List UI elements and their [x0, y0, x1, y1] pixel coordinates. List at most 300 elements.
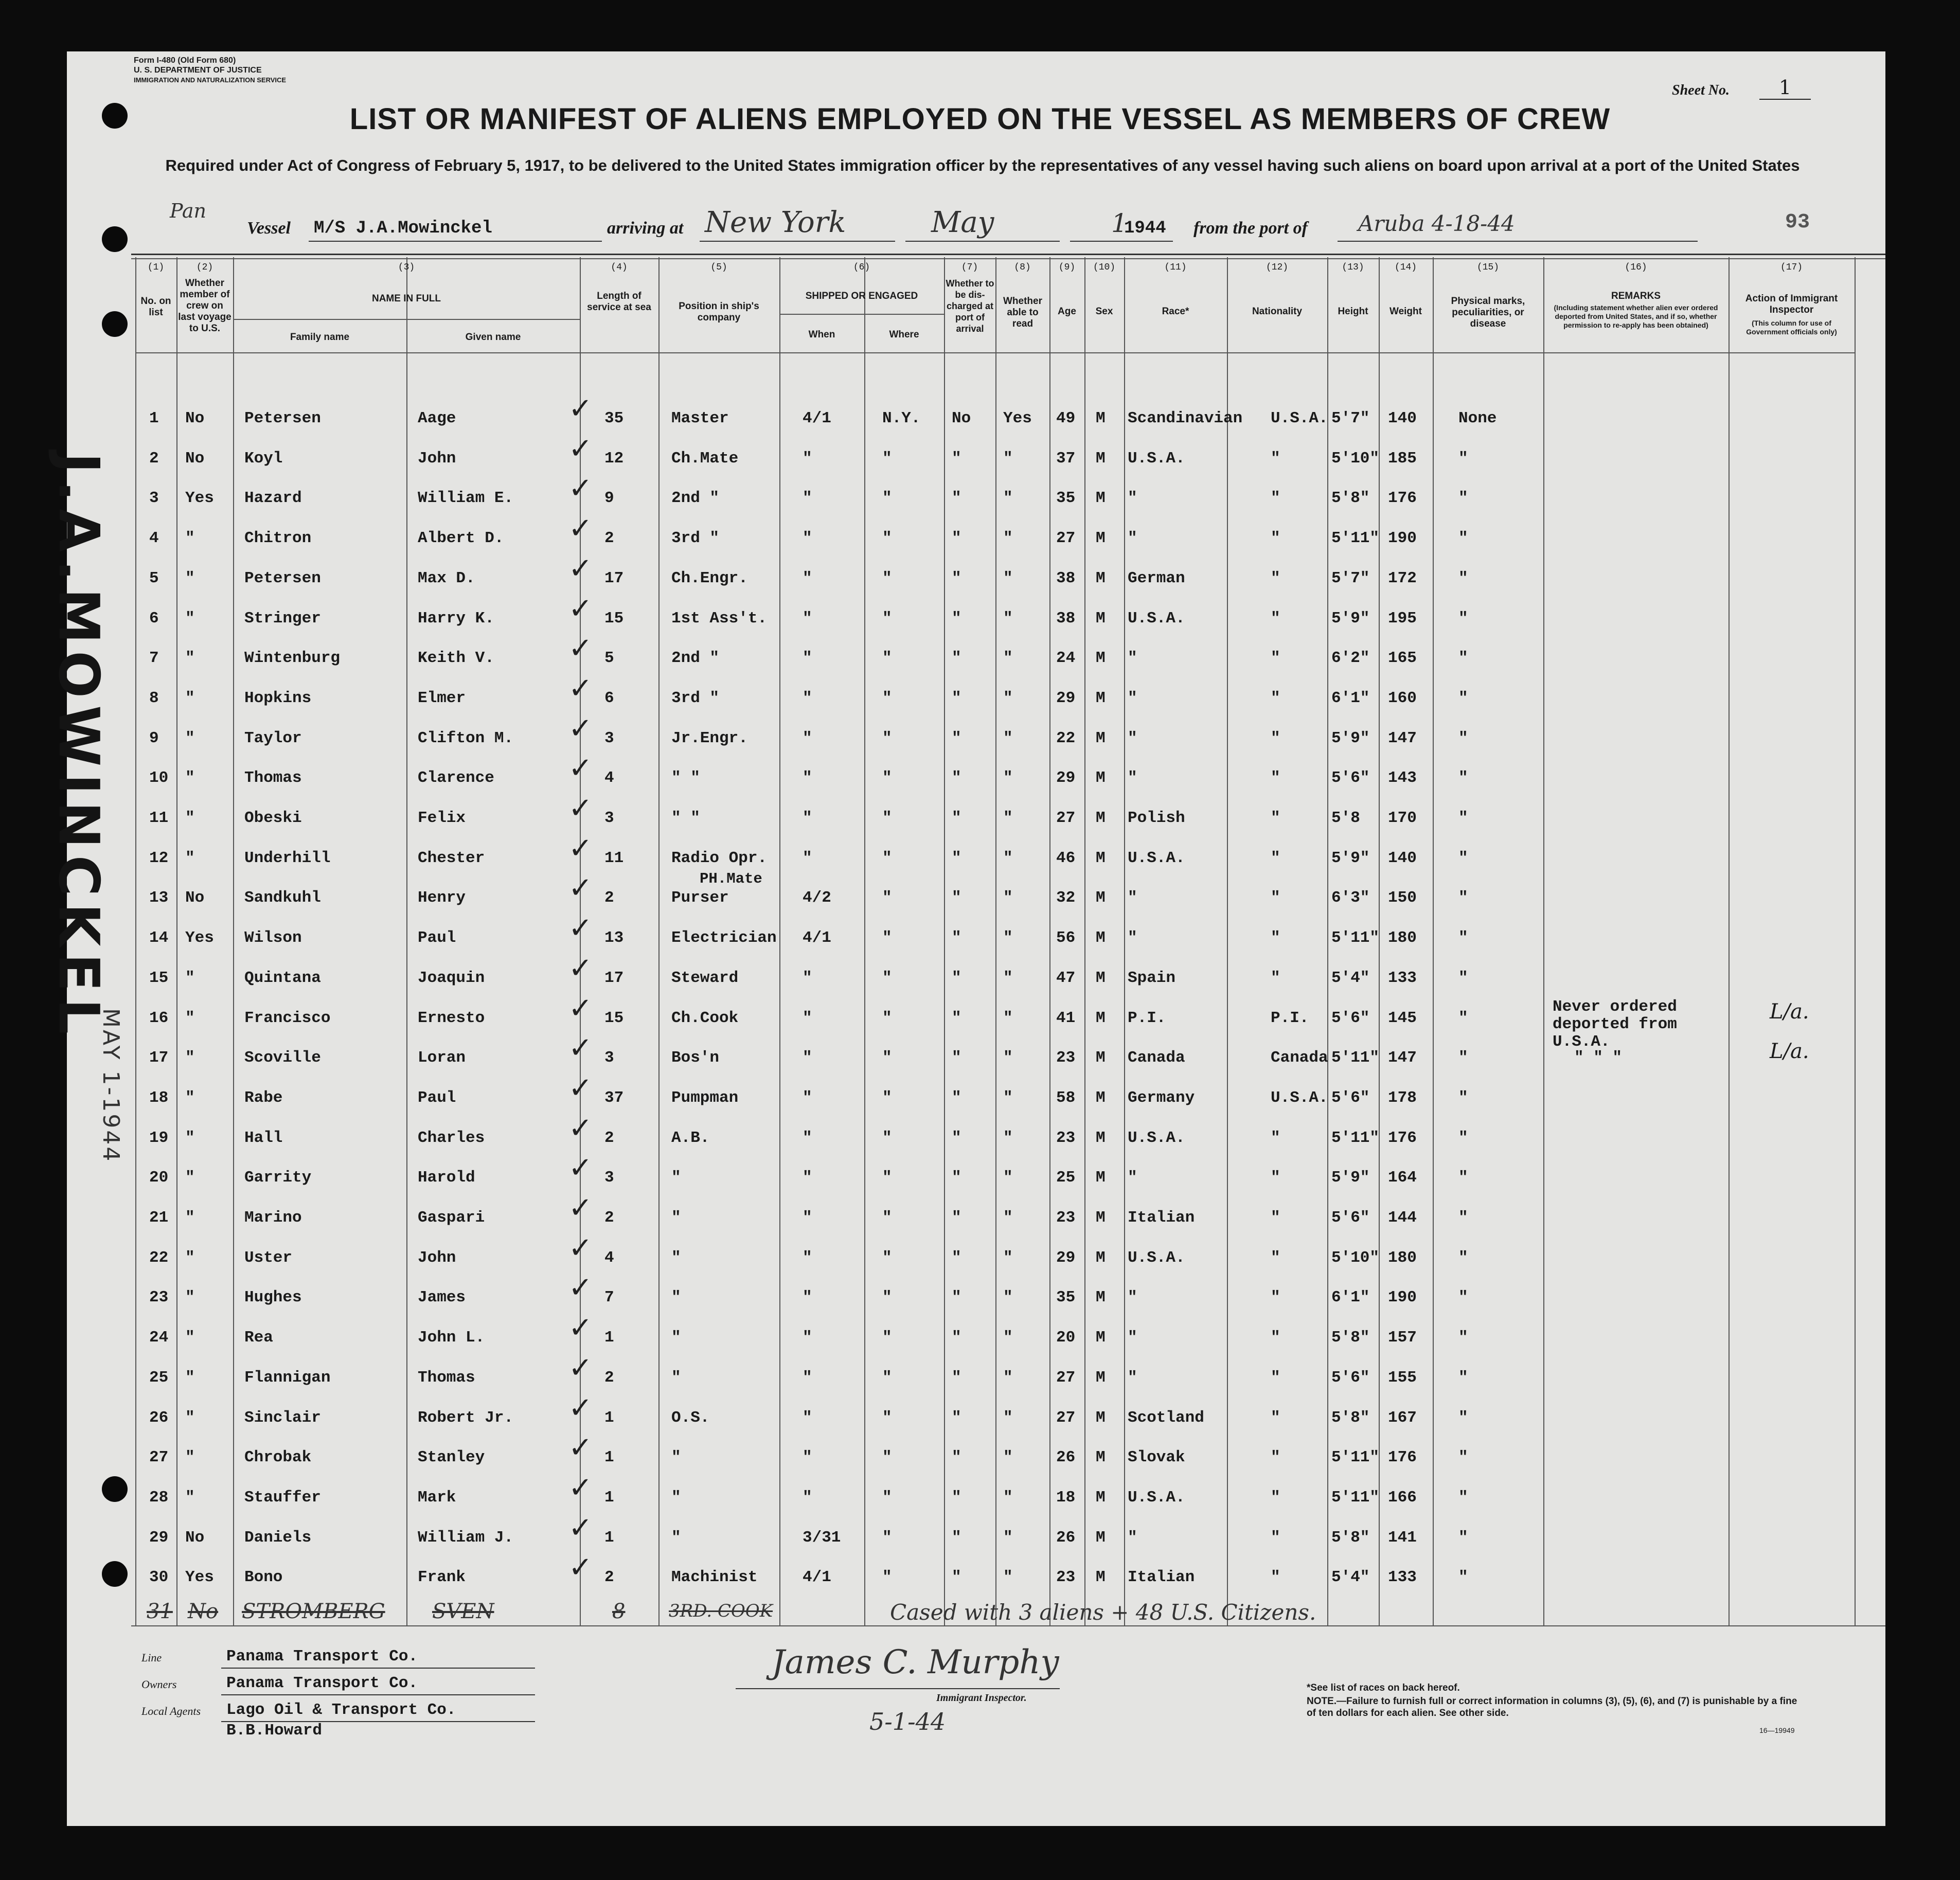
- row-crew-member: ": [185, 1088, 195, 1107]
- row-shipped-when: ": [803, 849, 812, 867]
- row-weight: 176: [1388, 1448, 1417, 1467]
- check-mark-icon: ✓: [568, 472, 593, 506]
- row-shipped-where: ": [882, 1009, 892, 1027]
- row-crew-member: ": [185, 569, 195, 587]
- row-family-name: Obeski: [244, 809, 302, 827]
- check-mark-icon: ✓: [568, 1391, 593, 1425]
- row-sex: M: [1096, 809, 1106, 827]
- row-position: 2nd ": [671, 489, 720, 508]
- row-position: Purser: [671, 889, 729, 907]
- row-able-to-read: ": [1003, 849, 1013, 867]
- row-discharged: ": [952, 929, 961, 947]
- row-given-name: Loran: [418, 1049, 466, 1067]
- row-position: " ": [671, 809, 700, 827]
- row-number: 15: [149, 969, 169, 987]
- row-physical-marks: ": [1458, 1448, 1468, 1467]
- row-crew-member: ": [185, 969, 195, 987]
- row-shipped-when: ": [803, 729, 812, 747]
- row-number: 13: [149, 889, 169, 907]
- row-family-name: Rabe: [244, 1088, 283, 1107]
- table-row: [135, 870, 1855, 911]
- row-given-name: Chester: [418, 849, 485, 867]
- row-age: 29: [1056, 1248, 1076, 1267]
- row-race: Scotland: [1128, 1408, 1204, 1427]
- col-num: (7): [961, 262, 978, 273]
- row-race: Germany: [1128, 1088, 1195, 1107]
- row-weight: 180: [1388, 929, 1417, 947]
- hdr-discharged: Whether to be dis-charged at port of arrival: [946, 278, 994, 334]
- row-position: ": [671, 1248, 681, 1267]
- row-nationality: ": [1271, 529, 1280, 548]
- row-able-to-read: ": [1003, 689, 1013, 707]
- row-discharged: ": [952, 649, 961, 668]
- check-mark-icon: ✓: [568, 1071, 593, 1105]
- col-num: (6): [853, 262, 870, 273]
- row-sex: M: [1096, 569, 1106, 587]
- row-age: 27: [1056, 529, 1076, 548]
- row-race: ": [1128, 729, 1137, 747]
- row-length-service: 5: [604, 649, 614, 668]
- row-physical-marks: ": [1458, 1528, 1468, 1547]
- form-dept: U. S. DEPARTMENT OF JUSTICE: [134, 66, 262, 75]
- row-position: ": [671, 1528, 681, 1547]
- row-nationality: ": [1271, 609, 1280, 628]
- row-age: 29: [1056, 689, 1076, 707]
- row-family-name: Chitron: [244, 529, 312, 548]
- hdr-length-service: Length of service at sea: [587, 291, 651, 313]
- row-given-name: James: [418, 1288, 466, 1307]
- row-nationality: ": [1271, 1248, 1280, 1267]
- row-height: 5'6": [1331, 1368, 1370, 1387]
- row-family-name: Thomas: [244, 769, 302, 787]
- col-num: (9): [1058, 262, 1076, 273]
- row-discharged: No: [952, 409, 971, 427]
- row-length-service: 2: [604, 1209, 614, 1227]
- hdr-family-name: Family name: [290, 332, 350, 343]
- row-sex: M: [1096, 769, 1106, 787]
- row-height: 5'9": [1331, 609, 1370, 628]
- row-weight: 133: [1388, 1568, 1417, 1587]
- row-number: 7: [149, 649, 159, 668]
- row-nationality: ": [1271, 449, 1280, 468]
- row-given-name: Frank: [418, 1568, 466, 1587]
- row-sex: M: [1096, 1088, 1106, 1107]
- row-age: 35: [1056, 489, 1076, 508]
- row-sex: M: [1096, 1488, 1106, 1507]
- row-number: 11: [149, 809, 169, 827]
- check-mark-icon: ✓: [568, 1271, 593, 1305]
- row-discharged: ": [952, 1209, 961, 1227]
- row-shipped-when: ": [803, 689, 812, 707]
- struck-row-family: STROMBERG: [242, 1600, 385, 1623]
- row-family-name: Petersen: [244, 409, 321, 427]
- row-position: Electrician: [671, 929, 777, 947]
- row-number: 26: [149, 1408, 169, 1427]
- row-family-name: Sinclair: [244, 1408, 321, 1427]
- row-physical-marks: ": [1458, 1288, 1468, 1307]
- row-age: 23: [1056, 1209, 1076, 1227]
- table-bottom-rule: [131, 1625, 1885, 1626]
- row-weight: 165: [1388, 649, 1417, 668]
- row-shipped-where: ": [882, 809, 892, 827]
- row-length-service: 3: [604, 729, 614, 747]
- row-nationality: ": [1271, 649, 1280, 668]
- row-nationality: ": [1271, 1368, 1280, 1387]
- row-given-name: Harold: [418, 1169, 475, 1187]
- hdr-sex: Sex: [1095, 306, 1113, 317]
- check-mark-icon: ✓: [568, 1111, 593, 1145]
- row-age: 25: [1056, 1169, 1076, 1187]
- row-height: 5'9": [1331, 1169, 1370, 1187]
- check-mark-icon: ✓: [568, 1551, 593, 1585]
- row-length-service: 17: [604, 969, 624, 987]
- row-weight: 160: [1388, 689, 1417, 707]
- row-sex: M: [1096, 1248, 1106, 1267]
- row-given-name: Mark: [418, 1488, 456, 1507]
- row-position: 3rd ": [671, 689, 720, 707]
- row-discharged: ": [952, 1488, 961, 1507]
- row-able-to-read: ": [1003, 1408, 1013, 1427]
- row-length-service: 2: [604, 1368, 614, 1387]
- row-height: 5'6": [1331, 769, 1370, 787]
- row-crew-member: ": [185, 809, 195, 827]
- col-num: (8): [1014, 262, 1031, 273]
- row-remarks: " " ": [1574, 1049, 1623, 1067]
- row-weight: 145: [1388, 1009, 1417, 1027]
- row-length-service: 17: [604, 569, 624, 587]
- row-able-to-read: ": [1003, 649, 1013, 668]
- table-row: [135, 472, 1855, 512]
- row-family-name: Stauffer: [244, 1488, 321, 1507]
- row-nationality: P.I.: [1271, 1009, 1309, 1027]
- row-length-service: 3: [604, 809, 614, 827]
- row-position: Steward: [671, 969, 739, 987]
- row-age: 32: [1056, 889, 1076, 907]
- row-height: 5'11": [1331, 1129, 1380, 1147]
- owners-underline: [221, 1694, 535, 1695]
- row-physical-marks: None: [1458, 409, 1497, 427]
- row-nationality: ": [1271, 929, 1280, 947]
- row-able-to-read: ": [1003, 969, 1013, 987]
- row-race: Polish: [1128, 809, 1185, 827]
- row-physical-marks: ": [1458, 649, 1468, 668]
- row-discharged: ": [952, 569, 961, 587]
- row-inspector-action: L/a.: [1770, 999, 1809, 1024]
- col-num: (12): [1266, 262, 1289, 273]
- row-number: 21: [149, 1209, 169, 1227]
- row-shipped-when: ": [803, 1288, 812, 1307]
- row-weight: 190: [1388, 529, 1417, 548]
- row-sex: M: [1096, 969, 1106, 987]
- row-family-name: Hall: [244, 1129, 283, 1147]
- col-num: (5): [710, 262, 727, 273]
- row-shipped-when: ": [803, 649, 812, 668]
- row-shipped-when: ": [803, 969, 812, 987]
- vessel-name: M/S J.A.Mowinckel: [314, 219, 492, 238]
- inspector-label: Immigrant Inspector.: [936, 1692, 1027, 1704]
- row-height: 5'11": [1331, 1448, 1380, 1467]
- check-mark-icon: ✓: [568, 792, 593, 825]
- vessel-label: Vessel: [247, 219, 291, 238]
- row-number: 5: [149, 569, 159, 587]
- penalty-note: NOTE.—Failure to furnish full or correct information in columns (3), (5), (6), and (7) is punishable by a fine of ten dollars for each alien. See other side.: [1307, 1696, 1797, 1718]
- check-mark-icon: ✓: [568, 632, 593, 666]
- table-row: [135, 1271, 1855, 1311]
- row-able-to-read: ": [1003, 1248, 1013, 1267]
- check-mark-icon: ✓: [568, 991, 593, 1025]
- row-discharged: ": [952, 609, 961, 628]
- signature-date: 5-1-44: [869, 1708, 946, 1735]
- row-race: U.S.A.: [1128, 1488, 1185, 1507]
- row-family-name: Wilson: [244, 929, 302, 947]
- row-family-name: Scoville: [244, 1049, 321, 1067]
- row-shipped-when: ": [803, 1248, 812, 1267]
- check-mark-icon: ✓: [568, 871, 593, 905]
- margin-mark: 93: [1785, 211, 1810, 234]
- row-family-name: Petersen: [244, 569, 321, 587]
- row-number: 24: [149, 1329, 169, 1347]
- row-age: 58: [1056, 1088, 1076, 1107]
- table-row: [135, 951, 1855, 992]
- row-shipped-when: ": [803, 489, 812, 508]
- row-length-service: 7: [604, 1288, 614, 1307]
- row-height: 5'8": [1331, 1329, 1370, 1347]
- table-row: [135, 792, 1855, 832]
- row-age: 47: [1056, 969, 1076, 987]
- table-row: [135, 1151, 1855, 1191]
- hdr-weight: Weight: [1389, 306, 1422, 317]
- col-num: (17): [1780, 262, 1803, 273]
- row-shipped-where: ": [882, 1248, 892, 1267]
- row-weight: 147: [1388, 729, 1417, 747]
- row-height: 5'6": [1331, 1009, 1370, 1027]
- row-height: 6'1": [1331, 1288, 1370, 1307]
- row-race: U.S.A.: [1128, 1248, 1185, 1267]
- row-age: 56: [1056, 929, 1076, 947]
- row-weight: 180: [1388, 1248, 1417, 1267]
- row-given-name: William E.: [418, 489, 514, 508]
- row-sex: M: [1096, 1169, 1106, 1187]
- row-able-to-read: ": [1003, 769, 1013, 787]
- from-port-underline: [1338, 241, 1698, 242]
- row-given-name: Henry: [418, 889, 466, 907]
- row-family-name: Francisco: [244, 1009, 331, 1027]
- row-weight: 147: [1388, 1049, 1417, 1067]
- row-length-service: 2: [604, 1129, 614, 1147]
- shipped-sub-rule: [779, 314, 944, 315]
- table-row: [135, 1071, 1855, 1112]
- row-physical-marks: ": [1458, 929, 1468, 947]
- hdr-when: When: [808, 329, 835, 340]
- row-able-to-read: ": [1003, 1488, 1013, 1507]
- row-shipped-when: ": [803, 569, 812, 587]
- row-shipped-when: ": [803, 1169, 812, 1187]
- row-sex: M: [1096, 529, 1106, 548]
- table-top-rule: [131, 254, 1885, 259]
- row-nationality: ": [1271, 1528, 1280, 1547]
- row-weight: 155: [1388, 1368, 1417, 1387]
- row-age: 26: [1056, 1448, 1076, 1467]
- hdr-where: Where: [889, 329, 919, 340]
- table-row: [135, 911, 1855, 952]
- row-family-name: Chrobak: [244, 1448, 312, 1467]
- row-physical-marks: ": [1458, 1248, 1468, 1267]
- table-row: [135, 1511, 1855, 1551]
- row-given-name: Clarence: [418, 769, 494, 787]
- row-given-name: Keith V.: [418, 649, 494, 668]
- hdr-remarks-sub: (Including statement whether alien ever ordered deported from United States, and if so, whether permission to re-apply has been obtained): [1554, 303, 1718, 329]
- row-crew-member: ": [185, 529, 195, 548]
- row-height: 5'9": [1331, 849, 1370, 867]
- row-race: Slovak: [1128, 1448, 1185, 1467]
- row-age: 27: [1056, 809, 1076, 827]
- punch-hole: [102, 226, 128, 252]
- from-port-label: from the port of: [1193, 219, 1308, 238]
- row-crew-member: No: [185, 449, 205, 468]
- row-crew-member: ": [185, 649, 195, 668]
- row-weight: 144: [1388, 1209, 1417, 1227]
- row-weight: 176: [1388, 489, 1417, 508]
- row-nationality: ": [1271, 1568, 1280, 1587]
- check-mark-icon: ✓: [568, 432, 593, 465]
- row-crew-member: Yes: [185, 489, 214, 508]
- row-position: Radio Opr.: [671, 849, 768, 867]
- row-discharged: ": [952, 1288, 961, 1307]
- hdr-position: Position in ship's company: [679, 301, 759, 323]
- row-given-name: John: [418, 1248, 456, 1267]
- row-discharged: ": [952, 1009, 961, 1027]
- row-weight: 140: [1388, 409, 1417, 427]
- row-number: 19: [149, 1129, 169, 1147]
- table-row: [135, 831, 1855, 872]
- row-nationality: ": [1271, 1209, 1280, 1227]
- row-weight: 157: [1388, 1329, 1417, 1347]
- row-crew-member: No: [185, 889, 205, 907]
- row-age: 23: [1056, 1568, 1076, 1587]
- race-note: *See list of races on back hereof.: [1307, 1682, 1460, 1693]
- inspector-signature: James C. Murphy: [772, 1643, 1059, 1681]
- row-sex: M: [1096, 1568, 1106, 1587]
- row-age: 46: [1056, 849, 1076, 867]
- row-able-to-read: ": [1003, 1368, 1013, 1387]
- row-length-service: 11: [604, 849, 624, 867]
- table-row: [135, 432, 1855, 472]
- hdr-given-name: Given name: [465, 332, 521, 343]
- row-number: 14: [149, 929, 169, 947]
- table-row: [135, 1231, 1855, 1272]
- row-age: 49: [1056, 409, 1076, 427]
- check-mark-icon: ✓: [568, 592, 593, 625]
- row-shipped-where: ": [882, 1169, 892, 1187]
- row-nationality: ": [1271, 689, 1280, 707]
- hdr-no-on-list: No. on list: [140, 296, 171, 318]
- row-length-service: 3: [604, 1169, 614, 1187]
- row-able-to-read: ": [1003, 1088, 1013, 1107]
- col-num: (1): [147, 262, 165, 273]
- row-discharged: ": [952, 1049, 961, 1067]
- row-sex: M: [1096, 1129, 1106, 1147]
- row-weight: 190: [1388, 1288, 1417, 1307]
- name-sub-rule: [233, 319, 580, 320]
- row-sex: M: [1096, 929, 1106, 947]
- row-number: 1: [149, 409, 159, 427]
- row-crew-member: ": [185, 1248, 195, 1267]
- row-discharged: ": [952, 769, 961, 787]
- row-shipped-when: ": [803, 1088, 812, 1107]
- row-position: 1st Ass't.: [671, 609, 768, 628]
- row-race: Scandinavian: [1128, 409, 1243, 427]
- check-mark-icon: ✓: [568, 1471, 593, 1505]
- row-number: 22: [149, 1248, 169, 1267]
- row-length-service: 2: [604, 1568, 614, 1587]
- table-row: [135, 1551, 1855, 1591]
- row-race: ": [1128, 489, 1137, 508]
- row-age: 26: [1056, 1528, 1076, 1547]
- row-shipped-when: ": [803, 1209, 812, 1227]
- form-code: 16—19949: [1759, 1726, 1795, 1734]
- row-sex: M: [1096, 1288, 1106, 1307]
- col-num: (2): [196, 262, 213, 273]
- hdr-name-in-full: NAME IN FULL: [371, 293, 441, 304]
- struck-row-member: No: [188, 1600, 219, 1623]
- sheet-label: Sheet No.: [1672, 82, 1730, 98]
- row-discharged: ": [952, 889, 961, 907]
- row-able-to-read: ": [1003, 1049, 1013, 1067]
- row-crew-member: ": [185, 729, 195, 747]
- row-family-name: Rea: [244, 1329, 273, 1347]
- row-shipped-where: N.Y.: [882, 409, 921, 427]
- row-given-name: Aage: [418, 409, 456, 427]
- row-discharged: ": [952, 809, 961, 827]
- row-sex: M: [1096, 1209, 1106, 1227]
- row-remarks: Never ordered deported from U.S.A.: [1553, 997, 1677, 1051]
- row-weight: 164: [1388, 1169, 1417, 1187]
- row-nationality: ": [1271, 1408, 1280, 1427]
- row-length-service: 2: [604, 889, 614, 907]
- row-able-to-read: ": [1003, 489, 1013, 508]
- row-given-name: Felix: [418, 809, 466, 827]
- row-weight: 176: [1388, 1129, 1417, 1147]
- row-height: 5'11": [1331, 929, 1380, 947]
- row-shipped-when: 4/1: [803, 929, 831, 947]
- row-height: 5'8": [1331, 1528, 1370, 1547]
- hdr-able-to-read: Whether able to read: [1003, 296, 1042, 329]
- row-position: 2nd ": [671, 649, 720, 668]
- check-mark-icon: ✓: [568, 1191, 593, 1225]
- punch-hole: [102, 1561, 128, 1587]
- row-discharged: ": [952, 1368, 961, 1387]
- row-shipped-where: ": [882, 729, 892, 747]
- row-able-to-read: ": [1003, 609, 1013, 628]
- row-number: 27: [149, 1448, 169, 1467]
- line-value: Panama Transport Co.: [226, 1648, 418, 1666]
- row-number: 9: [149, 729, 159, 747]
- row-sex: M: [1096, 1528, 1106, 1547]
- col-num: (13): [1342, 262, 1364, 273]
- row-shipped-where: ": [882, 689, 892, 707]
- row-sex: M: [1096, 1448, 1106, 1467]
- row-able-to-read: ": [1003, 929, 1013, 947]
- check-mark-icon: ✓: [568, 951, 593, 985]
- row-crew-member: ": [185, 1368, 195, 1387]
- margin-vessel-name: J.A.MOWINCKEL: [46, 453, 111, 1042]
- row-weight: 141: [1388, 1528, 1417, 1547]
- arriving-label: arriving at: [607, 219, 684, 238]
- row-able-to-read: ": [1003, 729, 1013, 747]
- row-given-name: Paul: [418, 1088, 456, 1107]
- row-inspector-action: L/a.: [1770, 1040, 1809, 1064]
- row-sex: M: [1096, 1368, 1106, 1387]
